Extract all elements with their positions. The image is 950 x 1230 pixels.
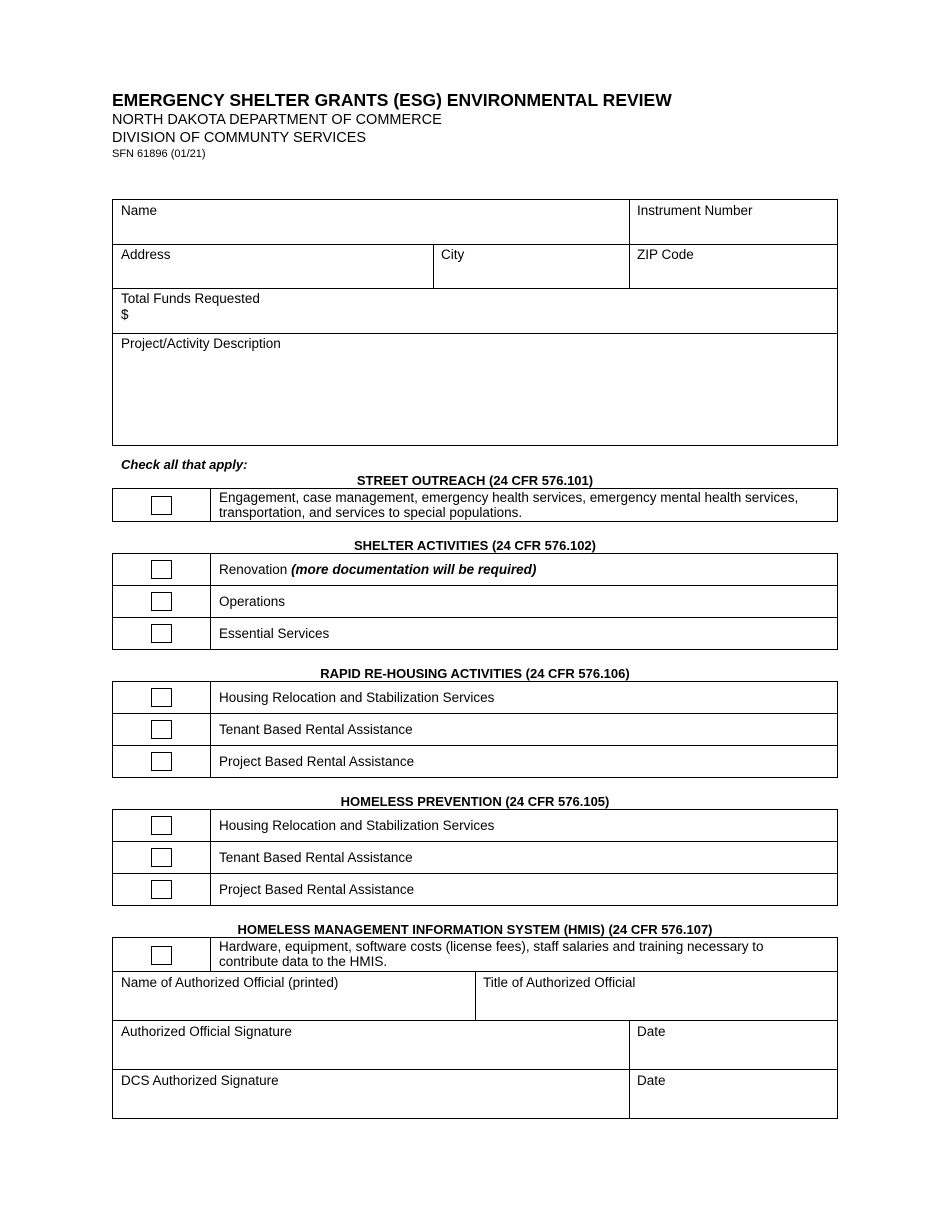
rapid-rehousing-title: RAPID RE-HOUSING ACTIVITIES (24 CFR 576.106) [320, 666, 630, 681]
zip-code-label: ZIP Code [637, 247, 694, 262]
checklist-row [113, 745, 837, 777]
checklist-row [113, 873, 837, 905]
checklist-row [113, 489, 837, 521]
official-date-field[interactable] [629, 1021, 837, 1069]
checklist-row [113, 841, 837, 873]
zip-code-field[interactable] [629, 244, 837, 288]
operations-label: Operations [219, 594, 286, 609]
address-field[interactable] [113, 244, 433, 288]
currency-symbol: $ [121, 307, 129, 322]
renovation-label [211, 554, 837, 585]
instrument-number-label: Instrument Number [637, 203, 753, 218]
checklist-row [113, 617, 837, 649]
operations-checkbox[interactable] [151, 592, 172, 611]
check-all-instruction: Check all that apply: [121, 457, 248, 472]
checklist-row [113, 810, 837, 841]
shelter-activities-title: SHELTER ACTIVITIES (24 CFR 576.102) [353, 538, 596, 553]
street-outreach-label: Engagement, case management, emergency health services, emergency mental health services, transportation, and services to special populations. [219, 490, 799, 520]
checklist-row [113, 682, 837, 713]
hmis-label: Hardware, equipment, software costs (license fees), staff salaries and training necessary to contribute data to the HMIS. [219, 939, 764, 969]
dcs-date-field[interactable] [629, 1070, 837, 1118]
official-title-label: Title of Authorized Official [483, 975, 636, 990]
street-outreach-title: STREET OUTREACH (24 CFR 576.101) [356, 473, 594, 488]
rrh-project-based-label: Project Based Rental Assistance [219, 754, 415, 769]
street-outreach-table [112, 488, 838, 522]
address-label: Address [121, 247, 171, 262]
project-description-field[interactable] [113, 333, 837, 445]
shelter-activities-table [112, 553, 838, 650]
project-description-label: Project/Activity Description [121, 336, 281, 351]
name-label: Name [121, 203, 158, 218]
renovation-text: Renovation [219, 562, 292, 577]
rrh-relocation-label: Housing Relocation and Stabilization Services [219, 690, 495, 705]
checklist-row [113, 554, 837, 585]
dcs-signature-label: DCS Authorized Signature [121, 1073, 279, 1088]
form-title: EMERGENCY SHELTER GRANTS (ESG) ENVIRONMENTAL REVIEW [112, 90, 672, 110]
official-title-field[interactable] [475, 972, 837, 1020]
rrh-relocation-checkbox[interactable] [151, 688, 172, 707]
rrh-project-based-checkbox[interactable] [151, 752, 172, 771]
signature-table [112, 971, 838, 1119]
total-funds-field[interactable] [113, 288, 837, 333]
hp-relocation-checkbox[interactable] [151, 816, 172, 835]
checklist-row [113, 585, 837, 617]
official-signature-field[interactable] [113, 1021, 629, 1069]
rrh-tenant-based-checkbox[interactable] [151, 720, 172, 739]
hp-project-based-label: Project Based Rental Assistance [219, 882, 415, 897]
official-name-field[interactable] [113, 972, 475, 1020]
renovation-note: (more documentation will be required) [291, 562, 537, 577]
hp-tenant-based-label: Tenant Based Rental Assistance [219, 850, 413, 865]
hmis-title: HOMELESS MANAGEMENT INFORMATION SYSTEM (HMIS) (24 CFR 576.107) [237, 922, 713, 937]
homeless-prevention-table [112, 809, 838, 906]
city-field[interactable] [433, 244, 629, 288]
renovation-checkbox[interactable] [151, 560, 172, 579]
dcs-date-label: Date [637, 1073, 666, 1088]
official-date-label: Date [637, 1024, 666, 1039]
checklist-row [113, 938, 837, 972]
official-name-label: Name of Authorized Official (printed) [121, 975, 339, 990]
homeless-prevention-title: HOMELESS PREVENTION (24 CFR 576.105) [340, 794, 610, 809]
applicant-info-table [112, 199, 838, 446]
rrh-tenant-based-label: Tenant Based Rental Assistance [219, 722, 413, 737]
total-funds-label: Total Funds Requested [121, 291, 260, 306]
name-field[interactable] [113, 200, 629, 244]
checklist-row [113, 713, 837, 745]
essential-services-label: Essential Services [219, 626, 330, 641]
department-name: NORTH DAKOTA DEPARTMENT OF COMMERCE [112, 112, 442, 128]
hmis-checkbox[interactable] [151, 946, 172, 965]
instrument-number-field[interactable] [629, 200, 837, 244]
dcs-signature-field[interactable] [113, 1070, 629, 1118]
division-name: DIVISION OF COMMUNTY SERVICES [112, 130, 367, 146]
form-header [112, 89, 672, 161]
form-number: SFN 61896 (01/21) [112, 148, 206, 160]
essential-services-checkbox[interactable] [151, 624, 172, 643]
hmis-table [112, 937, 838, 972]
hp-tenant-based-checkbox[interactable] [151, 848, 172, 867]
hp-relocation-label: Housing Relocation and Stabilization Services [219, 818, 495, 833]
rapid-rehousing-table [112, 681, 838, 778]
street-outreach-checkbox[interactable] [151, 496, 172, 515]
city-label: City [441, 247, 465, 262]
hp-project-based-checkbox[interactable] [151, 880, 172, 899]
official-signature-label: Authorized Official Signature [121, 1024, 292, 1039]
